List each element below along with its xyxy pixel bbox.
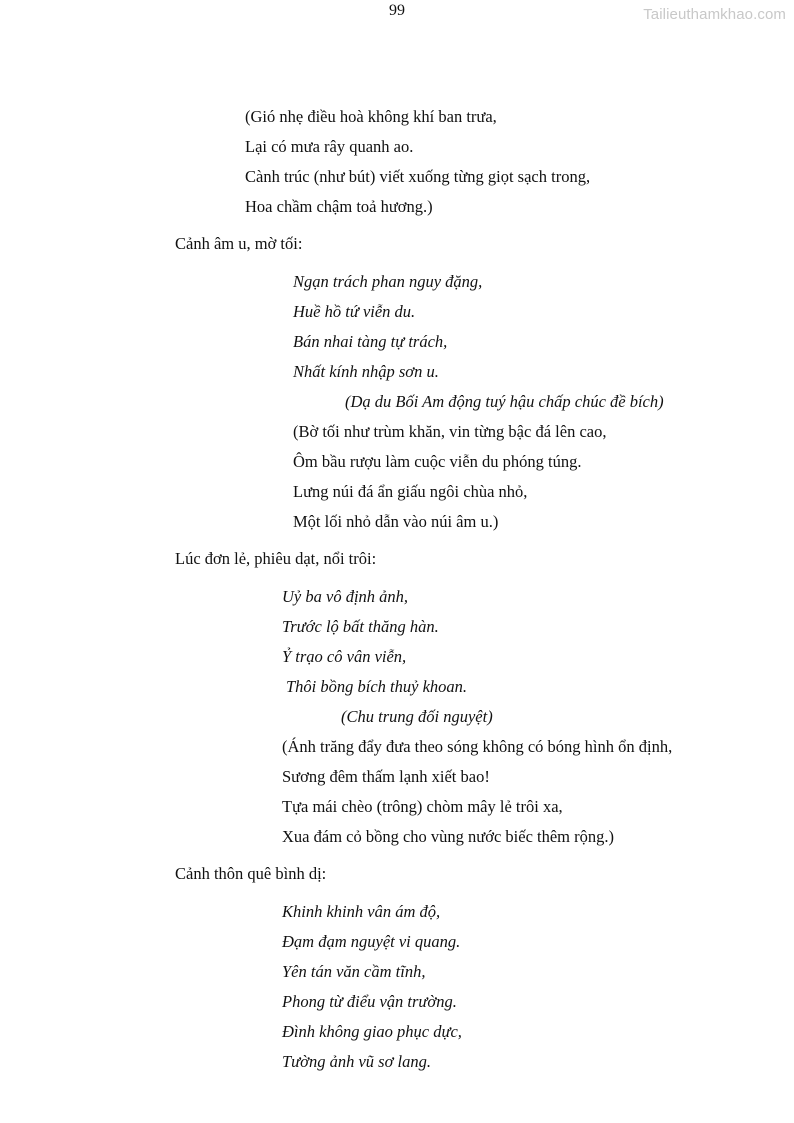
poem-line: Phong từ điểu vận trường.	[282, 992, 457, 1011]
block1-line-2: Lại có mưa rây quanh ao.	[245, 137, 414, 156]
watermark: Tailieuthamkhao.com	[643, 6, 786, 23]
poem-line: Trước lộ bất thăng hàn.	[282, 617, 439, 636]
poem-line: Uỷ ba vô định ảnh,	[282, 587, 409, 606]
translation-line: Một lối nhỏ dẫn vào núi âm u.)	[293, 512, 499, 531]
section-heading: Cảnh thôn quê bình dị:	[175, 864, 327, 883]
translation-line: Xua đám cỏ bồng cho vùng nước biếc thêm rộng.)	[282, 827, 614, 846]
block1-line-3: Cành trúc (như bút) viết xuống từng giọt sạch trong,	[245, 167, 591, 186]
poem-line: Ngạn trách phan nguy đặng,	[293, 272, 483, 291]
poem-line: Tường ảnh vũ sơ lang.	[282, 1052, 431, 1071]
translation-line: Sương đêm thấm lạnh xiết bao!	[282, 767, 490, 786]
section-heading: Cảnh âm u, mờ tối:	[175, 234, 303, 253]
poem-line: Thôi bồng bích thuỷ khoan.	[286, 677, 468, 696]
translation-line: Lưng núi đá ẩn giấu ngôi chùa nhỏ,	[293, 482, 528, 501]
translation-line: (Ánh trăng đẩy đưa theo sóng không có bóng hình ổn định,	[282, 737, 673, 756]
poem-line: Đạm đạm nguyệt vi quang.	[282, 932, 461, 951]
section-heading: Lúc đơn lẻ, phiêu dạt, nổi trôi:	[175, 549, 377, 568]
poem-line: Ỷ trạo cô vân viễn,	[282, 647, 407, 666]
block1-line-1: (Gió nhẹ điều hoà không khí ban trưa,	[245, 107, 497, 126]
page-number: 99	[389, 2, 405, 19]
poem-line: Yên tán văn cầm tĩnh,	[282, 962, 426, 981]
poem-line: Nhất kính nhập sơn u.	[293, 362, 439, 381]
translation-line: Tựa mái chèo (trông) chòm mây lẻ trôi xa,	[282, 797, 563, 816]
poem-line: Bán nhai tàng tự trách,	[293, 332, 448, 351]
translation-line: (Bờ tối như trùm khăn, vin từng bậc đá lên cao,	[293, 422, 607, 441]
poem-source: (Dạ du Bối Am động tuý hậu chấp chúc đề bích)	[345, 392, 664, 411]
poem-line: Khinh khinh vân ám độ,	[282, 902, 441, 921]
poem-source: (Chu trung đối nguyệt)	[341, 707, 493, 726]
poem-line: Đình không giao phục dực,	[282, 1022, 462, 1041]
translation-line: Ôm bầu rượu làm cuộc viễn du phóng túng.	[293, 452, 582, 471]
poem-line: Huề hồ tứ viễn du.	[293, 302, 416, 321]
block1-line-4: Hoa chầm chậm toả hương.)	[245, 197, 433, 216]
